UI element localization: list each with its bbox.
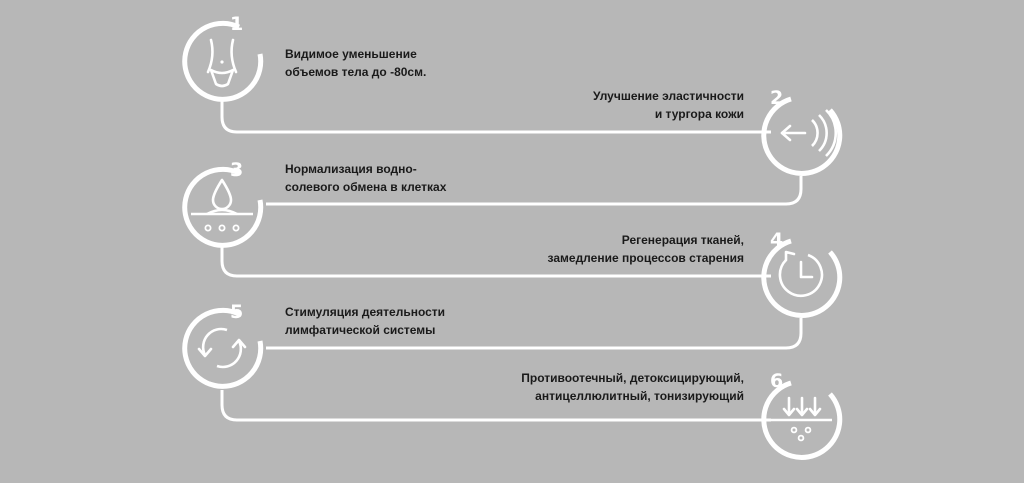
caption-line: Улучшение эластичности: [593, 89, 744, 103]
caption-line: лимфатической системы: [285, 323, 436, 337]
circulation-arrows-icon: [177, 303, 267, 393]
caption-line: Видимое уменьшение: [285, 47, 417, 61]
caption-line: Регенерация тканей,: [621, 233, 744, 247]
step-caption-4: [548, 231, 744, 267]
caption-line: и тургора кожи: [654, 107, 744, 121]
body-waist-icon: [177, 13, 267, 106]
step-caption-5: [285, 303, 445, 339]
step-number-3: 3: [230, 159, 244, 181]
step-number-4: 4: [770, 229, 784, 251]
step-number-6: 6: [770, 370, 784, 392]
caption-line: Стимуляция деятельности: [285, 305, 446, 319]
caption-line: Нормализация водно-: [285, 162, 417, 176]
step-number-5: 5: [230, 301, 244, 323]
caption-line: солевого обмена в клетках: [285, 180, 447, 194]
step-caption-1: [285, 45, 426, 81]
caption-line: замедление процессов старения: [547, 251, 744, 265]
step-number-2: 2: [770, 87, 784, 109]
step-caption-2: [593, 87, 744, 123]
step-caption-3: [285, 160, 446, 196]
caption-line: Противоотечный, детоксицирующий,: [521, 371, 744, 385]
caption-line: антицеллюлитный, тонизирующий: [535, 389, 744, 403]
water-drop-icon: [177, 159, 267, 252]
step-caption-6: [521, 369, 744, 405]
step-number-1: 1: [230, 13, 244, 35]
caption-line: объемов тела до -80см.: [285, 65, 427, 79]
